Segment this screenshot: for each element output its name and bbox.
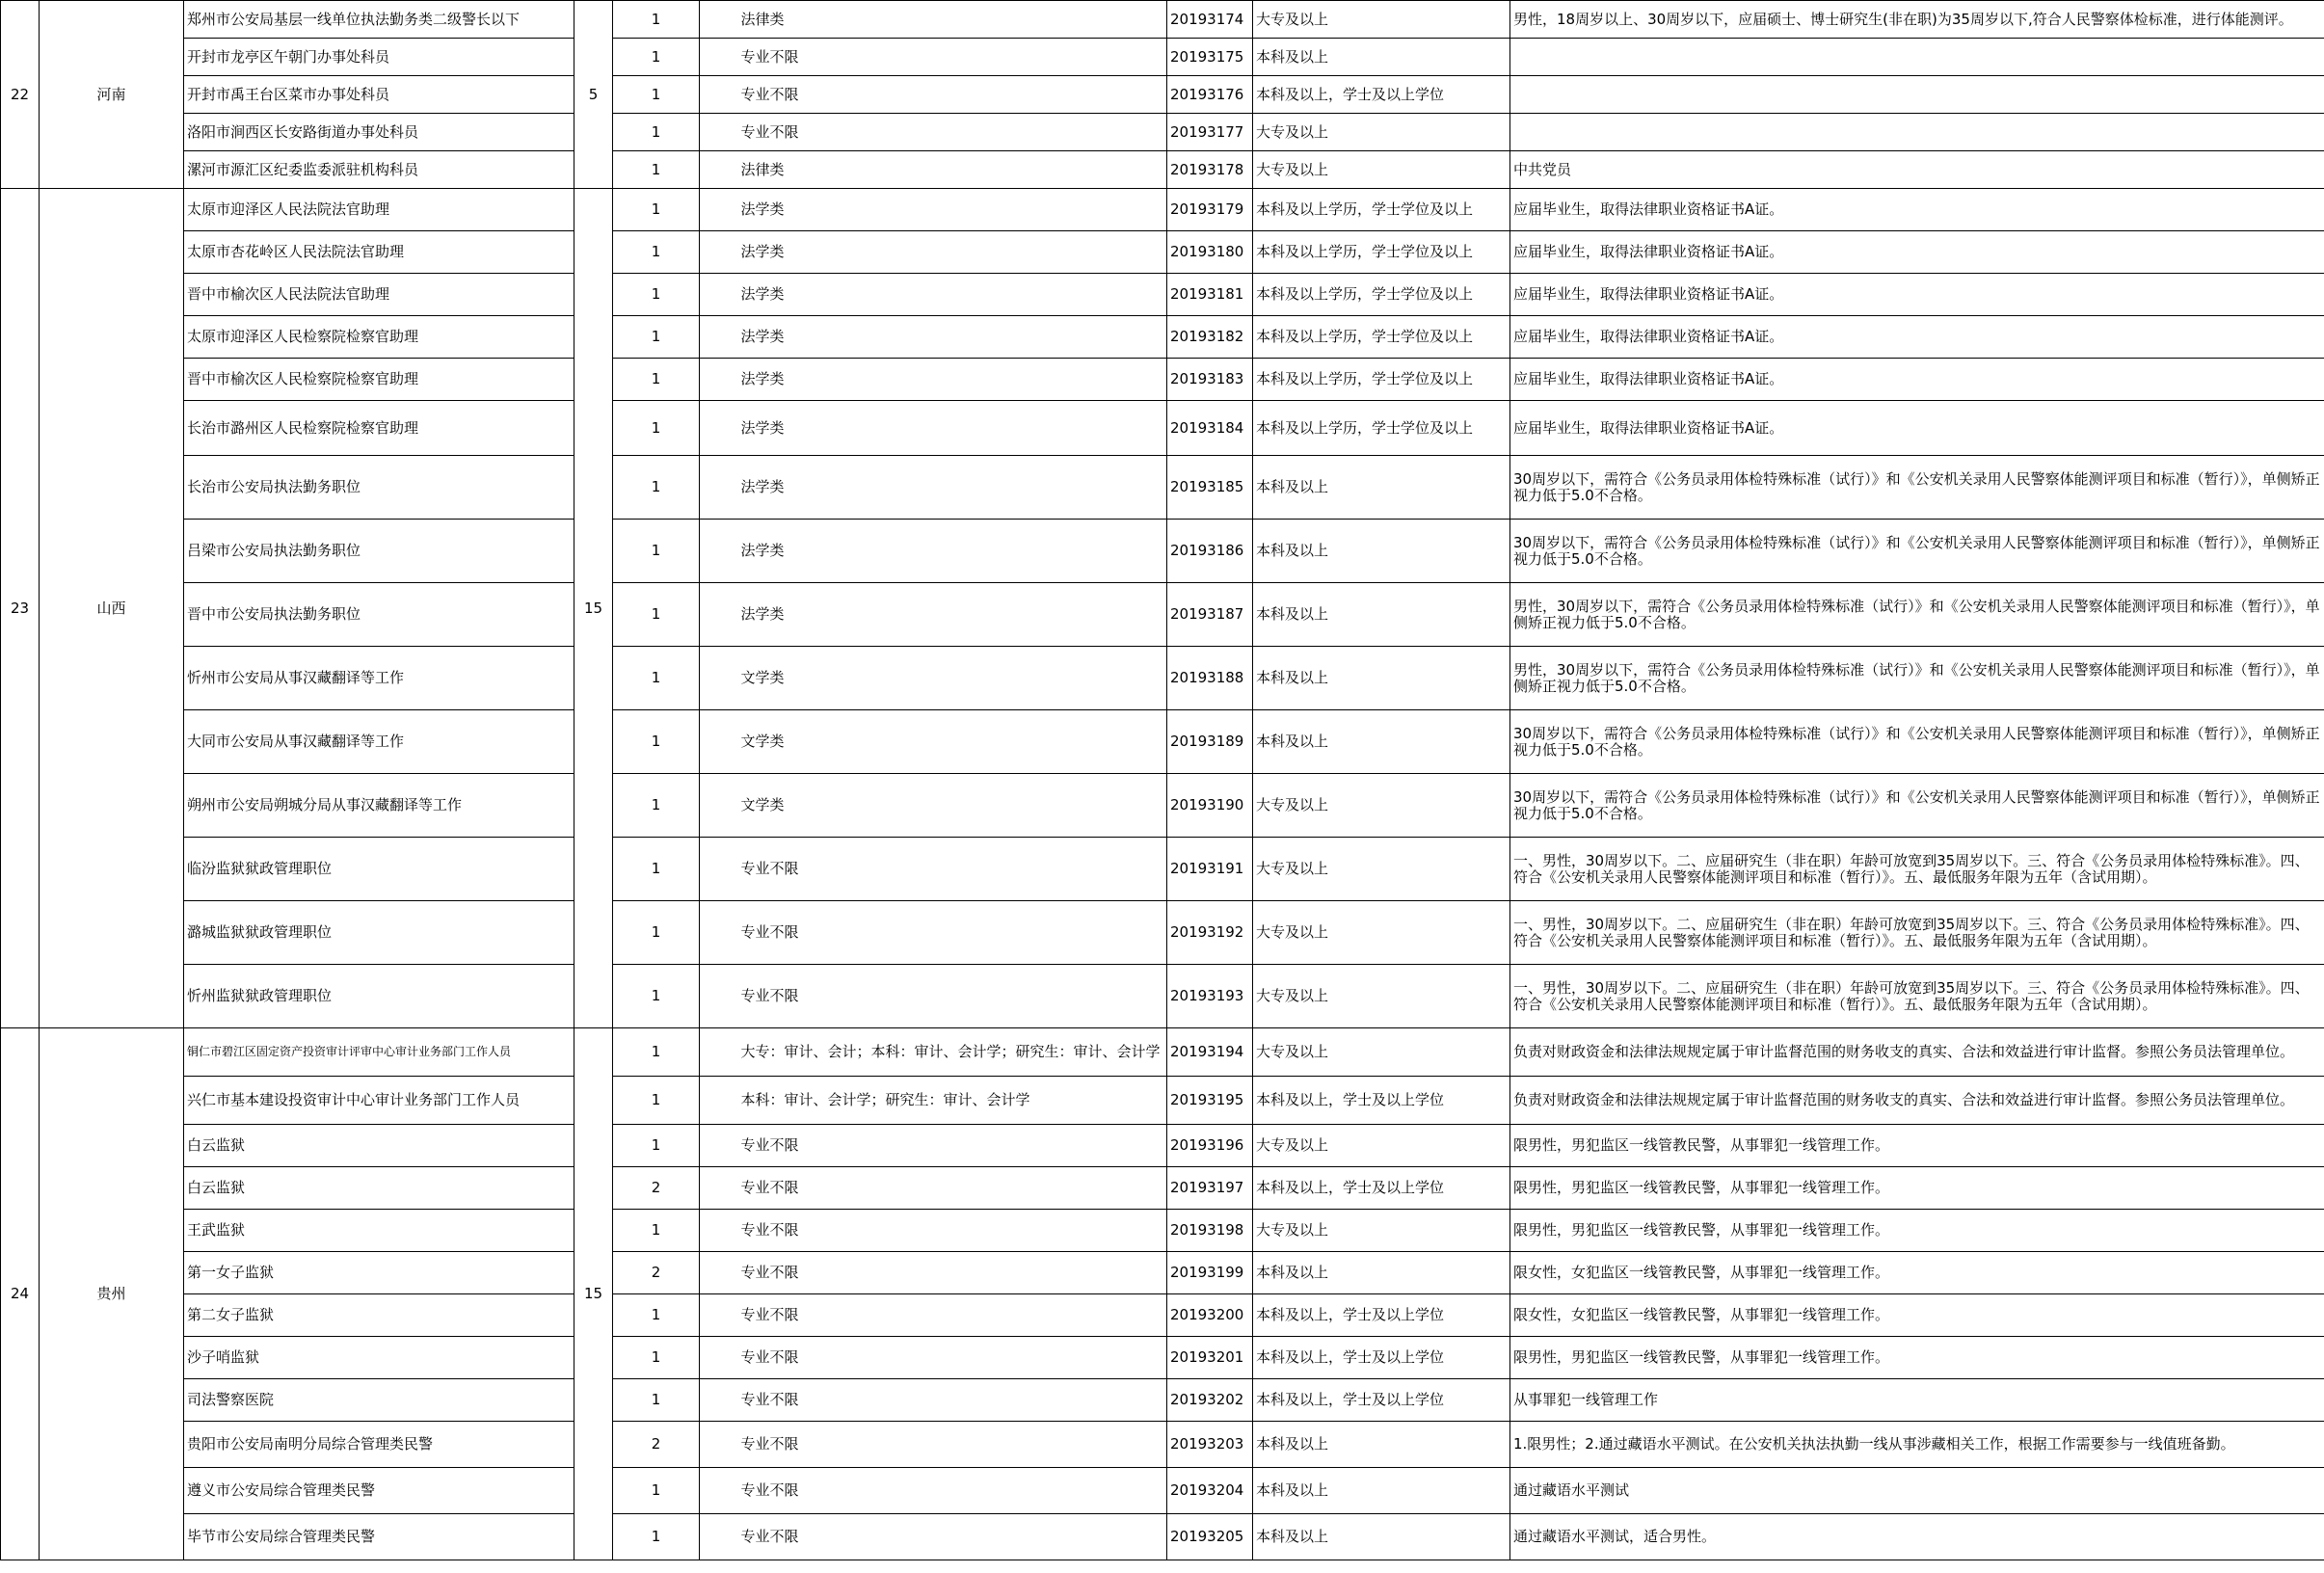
education-cell: 大专及以上	[1253, 1028, 1510, 1077]
major-cell-gap	[700, 231, 738, 274]
major-cell-gap	[700, 1252, 738, 1294]
major-cell-gap	[700, 274, 738, 316]
province-cell: 河南	[40, 1, 184, 189]
major-cell-gap	[700, 838, 738, 901]
group-total-cell: 15	[574, 1028, 613, 1560]
headcount-cell: 1	[613, 520, 700, 583]
headcount-cell: 1	[613, 1028, 700, 1077]
position-cell: 沙子哨监狱	[184, 1337, 574, 1379]
position-cell: 开封市禹王台区菜市办事处科员	[184, 76, 574, 114]
table-row	[1, 76, 2324, 114]
position-cell: 第一女子监狱	[184, 1252, 574, 1294]
note-cell: 应届毕业生，取得法律职业资格证书A证。	[1510, 359, 2324, 401]
education-cell: 本科及以上	[1253, 520, 1510, 583]
position-code-cell: 20193193	[1167, 965, 1253, 1028]
note-cell: 应届毕业生，取得法律职业资格证书A证。	[1510, 401, 2324, 456]
table-row	[1, 456, 2324, 520]
education-cell: 本科及以上学历，学士学位及以上	[1253, 316, 1510, 359]
position-code-cell: 20193195	[1167, 1077, 1253, 1125]
position-code-cell: 20193196	[1167, 1125, 1253, 1167]
table-row	[1, 965, 2324, 1028]
education-cell: 本科及以上学历，学士学位及以上	[1253, 359, 1510, 401]
major-cell: 专业不限	[738, 114, 1167, 151]
group-total-cell: 15	[574, 189, 613, 1028]
major-cell: 法学类	[738, 274, 1167, 316]
position-cell: 王武监狱	[184, 1210, 574, 1252]
major-cell: 文学类	[738, 710, 1167, 774]
headcount-cell: 1	[613, 583, 700, 647]
group-seq-cell: 23	[1, 189, 40, 1028]
position-cell: 开封市龙亭区午朝门办事处科员	[184, 39, 574, 76]
major-cell-gap	[700, 520, 738, 583]
major-cell: 专业不限	[738, 1468, 1167, 1514]
headcount-cell: 1	[613, 1077, 700, 1125]
major-cell-gap	[700, 456, 738, 520]
education-cell: 大专及以上	[1253, 1210, 1510, 1252]
table-row	[1, 520, 2324, 583]
education-cell: 本科及以上	[1253, 39, 1510, 76]
position-code-cell: 20193183	[1167, 359, 1253, 401]
table-row	[1, 901, 2324, 965]
position-code-cell: 20193205	[1167, 1514, 1253, 1560]
headcount-cell: 1	[613, 1468, 700, 1514]
note-cell: 30周岁以下，需符合《公务员录用体检特殊标准（试行）》和《公安机关录用人民警察体能测评项目和标准（暂行）》，单侧矫正视力低于5.0不合格。	[1510, 520, 2324, 583]
table-row	[1, 189, 2324, 231]
note-cell: 30周岁以下，需符合《公务员录用体检特殊标准（试行）》和《公安机关录用人民警察体能测评项目和标准（暂行）》，单侧矫正视力低于5.0不合格。	[1510, 456, 2324, 520]
major-cell-gap	[700, 359, 738, 401]
position-cell: 司法警察医院	[184, 1379, 574, 1422]
table-row	[1, 1514, 2324, 1560]
note-cell: 30周岁以下，需符合《公务员录用体检特殊标准（试行）》和《公安机关录用人民警察体能测评项目和标准（暂行）》，单侧矫正视力低于5.0不合格。	[1510, 774, 2324, 838]
headcount-cell: 1	[613, 114, 700, 151]
position-cell: 漯河市源汇区纪委监委派驻机构科员	[184, 151, 574, 189]
education-cell: 本科及以上，学士及以上学位	[1253, 1379, 1510, 1422]
major-cell-gap	[700, 1379, 738, 1422]
position-code-cell: 20193191	[1167, 838, 1253, 901]
group-seq-cell: 24	[1, 1028, 40, 1560]
position-code-cell: 20193198	[1167, 1210, 1253, 1252]
major-cell: 专业不限	[738, 965, 1167, 1028]
major-cell-gap	[700, 1167, 738, 1210]
note-cell: 30周岁以下，需符合《公务员录用体检特殊标准（试行）》和《公安机关录用人民警察体能测评项目和标准（暂行）》，单侧矫正视力低于5.0不合格。	[1510, 710, 2324, 774]
table-row	[1, 1337, 2324, 1379]
education-cell: 本科及以上学历，学士学位及以上	[1253, 401, 1510, 456]
headcount-cell: 1	[613, 1125, 700, 1167]
major-cell-gap	[700, 151, 738, 189]
table-row	[1, 1252, 2324, 1294]
position-cell: 太原市杏花岭区人民法院法官助理	[184, 231, 574, 274]
note-cell: 通过藏语水平测试	[1510, 1468, 2324, 1514]
position-code-cell: 20193200	[1167, 1294, 1253, 1337]
education-cell: 本科及以上	[1253, 1468, 1510, 1514]
major-cell: 本科：审计、会计学；研究生：审计、会计学	[738, 1077, 1167, 1125]
major-cell-gap	[700, 1514, 738, 1560]
education-cell: 本科及以上，学士及以上学位	[1253, 1167, 1510, 1210]
major-cell: 专业不限	[738, 1514, 1167, 1560]
education-cell: 本科及以上	[1253, 1422, 1510, 1468]
position-code-cell: 20193184	[1167, 401, 1253, 456]
major-cell: 专业不限	[738, 1294, 1167, 1337]
position-code-cell: 20193190	[1167, 774, 1253, 838]
position-cell: 大同市公安局从事汉藏翻译等工作	[184, 710, 574, 774]
major-cell-gap	[700, 1028, 738, 1077]
note-cell	[1510, 76, 2324, 114]
position-cell: 长治市潞州区人民检察院检察官助理	[184, 401, 574, 456]
position-code-cell: 20193199	[1167, 1252, 1253, 1294]
headcount-cell: 1	[613, 1210, 700, 1252]
position-code-cell: 20193201	[1167, 1337, 1253, 1379]
position-cell: 朔州市公安局朔城分局从事汉藏翻译等工作	[184, 774, 574, 838]
position-cell: 忻州监狱狱政管理职位	[184, 965, 574, 1028]
major-cell-gap	[700, 1125, 738, 1167]
major-cell-gap	[700, 1337, 738, 1379]
education-cell: 本科及以上	[1253, 456, 1510, 520]
education-cell: 大专及以上	[1253, 1125, 1510, 1167]
education-cell: 本科及以上	[1253, 1252, 1510, 1294]
position-code-cell: 20193194	[1167, 1028, 1253, 1077]
education-cell: 本科及以上学历，学士学位及以上	[1253, 274, 1510, 316]
table-row	[1, 647, 2324, 710]
major-cell: 专业不限	[738, 1379, 1167, 1422]
headcount-cell: 1	[613, 1379, 700, 1422]
table-body	[1, 1, 2324, 1560]
position-cell: 太原市迎泽区人民检察院检察官助理	[184, 316, 574, 359]
major-cell-gap	[700, 1294, 738, 1337]
note-cell	[1510, 39, 2324, 76]
major-cell-gap	[700, 1, 738, 39]
position-cell: 白云监狱	[184, 1125, 574, 1167]
table-row	[1, 1294, 2324, 1337]
note-cell: 限男性，男犯监区一线管教民警，从事罪犯一线管理工作。	[1510, 1210, 2324, 1252]
position-code-cell: 20193187	[1167, 583, 1253, 647]
major-cell-gap	[700, 114, 738, 151]
note-cell: 负责对财政资金和法律法规规定属于审计监督范围的财务收支的真实、合法和效益进行审计监督。参照公务员法管理单位。	[1510, 1077, 2324, 1125]
major-cell: 专业不限	[738, 1337, 1167, 1379]
major-cell: 专业不限	[738, 1422, 1167, 1468]
note-cell: 应届毕业生，取得法律职业资格证书A证。	[1510, 189, 2324, 231]
headcount-cell: 1	[613, 76, 700, 114]
headcount-cell: 2	[613, 1422, 700, 1468]
education-cell: 本科及以上	[1253, 647, 1510, 710]
major-cell: 法学类	[738, 189, 1167, 231]
major-cell: 大专：审计、会计；本科：审计、会计学；研究生：审计、会计学	[738, 1028, 1167, 1077]
table-row	[1, 1468, 2324, 1514]
position-cell: 忻州市公安局从事汉藏翻译等工作	[184, 647, 574, 710]
major-cell: 专业不限	[738, 39, 1167, 76]
major-cell-gap	[700, 1422, 738, 1468]
education-cell: 本科及以上学历，学士学位及以上	[1253, 231, 1510, 274]
table-row	[1, 1422, 2324, 1468]
major-cell-gap	[700, 965, 738, 1028]
education-cell: 大专及以上	[1253, 114, 1510, 151]
major-cell: 法学类	[738, 231, 1167, 274]
education-cell: 本科及以上	[1253, 583, 1510, 647]
table-row	[1, 274, 2324, 316]
headcount-cell: 1	[613, 838, 700, 901]
headcount-cell: 1	[613, 359, 700, 401]
headcount-cell: 1	[613, 901, 700, 965]
position-code-cell: 20193202	[1167, 1379, 1253, 1422]
province-cell: 贵州	[40, 1028, 184, 1560]
position-code-cell: 20193181	[1167, 274, 1253, 316]
position-code-cell: 20193182	[1167, 316, 1253, 359]
position-code-cell: 20193186	[1167, 520, 1253, 583]
note-cell: 限男性，男犯监区一线管教民警，从事罪犯一线管理工作。	[1510, 1167, 2324, 1210]
major-cell: 法律类	[738, 151, 1167, 189]
position-code-cell: 20193189	[1167, 710, 1253, 774]
major-cell: 专业不限	[738, 1167, 1167, 1210]
position-cell: 晋中市榆次区人民法院法官助理	[184, 274, 574, 316]
position-code-cell: 20193177	[1167, 114, 1253, 151]
major-cell: 法学类	[738, 456, 1167, 520]
note-cell: 限女性，女犯监区一线管教民警，从事罪犯一线管理工作。	[1510, 1252, 2324, 1294]
major-cell: 文学类	[738, 774, 1167, 838]
headcount-cell: 1	[613, 189, 700, 231]
table-row	[1, 231, 2324, 274]
table-row	[1, 316, 2324, 359]
note-cell	[1510, 114, 2324, 151]
headcount-cell: 1	[613, 1514, 700, 1560]
headcount-cell: 1	[613, 401, 700, 456]
table-row	[1, 359, 2324, 401]
position-code-cell: 20193180	[1167, 231, 1253, 274]
major-cell-gap	[700, 1468, 738, 1514]
note-cell: 男性，18周岁以上、30周岁以下，应届硕士、博士研究生(非在职)为35周岁以下,符合人民警察体检标准，进行体能测评。	[1510, 1, 2324, 39]
education-cell: 大专及以上	[1253, 1, 1510, 39]
headcount-cell: 1	[613, 1, 700, 39]
position-cell: 郑州市公安局基层一线单位执法勤务类二级警长以下	[184, 1, 574, 39]
headcount-cell: 1	[613, 316, 700, 359]
note-cell: 从事罪犯一线管理工作	[1510, 1379, 2324, 1422]
education-cell: 大专及以上	[1253, 151, 1510, 189]
position-code-cell: 20193174	[1167, 1, 1253, 39]
major-cell: 专业不限	[738, 1125, 1167, 1167]
table-row	[1, 1379, 2324, 1422]
major-cell-gap	[700, 76, 738, 114]
headcount-cell: 1	[613, 774, 700, 838]
headcount-cell: 1	[613, 231, 700, 274]
headcount-cell: 1	[613, 456, 700, 520]
province-cell: 山西	[40, 189, 184, 1028]
table-row	[1, 1125, 2324, 1167]
note-cell: 一、男性，30周岁以下。二、应届研究生（非在职）年龄可放宽到35周岁以下。三、符合《公务员录用体检特殊标准》。四、符合《公安机关录用人民警察体能测评项目和标准（暂行）》。五、最低服务年限为五年（含试用期）。	[1510, 901, 2324, 965]
headcount-cell: 1	[613, 1294, 700, 1337]
position-code-cell: 20193197	[1167, 1167, 1253, 1210]
position-cell: 兴仁市基本建设投资审计中心审计业务部门工作人员	[184, 1077, 574, 1125]
table-row	[1, 401, 2324, 456]
table-row	[1, 1167, 2324, 1210]
note-cell: 男性，30周岁以下，需符合《公务员录用体检特殊标准（试行）》和《公安机关录用人民警察体能测评项目和标准（暂行）》，单侧矫正视力低于5.0不合格。	[1510, 583, 2324, 647]
headcount-cell: 1	[613, 274, 700, 316]
headcount-cell: 2	[613, 1252, 700, 1294]
note-cell: 男性，30周岁以下，需符合《公务员录用体检特殊标准（试行）》和《公安机关录用人民警察体能测评项目和标准（暂行）》，单侧矫正视力低于5.0不合格。	[1510, 647, 2324, 710]
education-cell: 大专及以上	[1253, 901, 1510, 965]
education-cell: 本科及以上，学士及以上学位	[1253, 1077, 1510, 1125]
note-cell: 应届毕业生，取得法律职业资格证书A证。	[1510, 316, 2324, 359]
note-cell: 1.限男性；2.通过藏语水平测试。在公安机关执法执勤一线从事涉藏相关工作，根据工作需要参与一线值班备勤。	[1510, 1422, 2324, 1468]
education-cell: 大专及以上	[1253, 774, 1510, 838]
headcount-cell: 1	[613, 710, 700, 774]
note-cell: 限女性，女犯监区一线管教民警，从事罪犯一线管理工作。	[1510, 1294, 2324, 1337]
education-cell: 大专及以上	[1253, 965, 1510, 1028]
position-cell: 毕节市公安局综合管理类民警	[184, 1514, 574, 1560]
major-cell-gap	[700, 316, 738, 359]
headcount-cell: 2	[613, 1167, 700, 1210]
major-cell: 法律类	[738, 1, 1167, 39]
table-row	[1, 114, 2324, 151]
major-cell-gap	[700, 401, 738, 456]
table-row	[1, 39, 2324, 76]
headcount-cell: 1	[613, 39, 700, 76]
major-cell: 法学类	[738, 520, 1167, 583]
major-cell-gap	[700, 39, 738, 76]
position-cell: 贵阳市公安局南明分局综合管理类民警	[184, 1422, 574, 1468]
position-cell: 第二女子监狱	[184, 1294, 574, 1337]
education-cell: 本科及以上，学士及以上学位	[1253, 76, 1510, 114]
position-cell: 铜仁市碧江区固定资产投资审计评审中心审计业务部门工作人员	[184, 1028, 574, 1077]
position-code-cell: 20193178	[1167, 151, 1253, 189]
note-cell: 中共党员	[1510, 151, 2324, 189]
note-cell: 限男性，男犯监区一线管教民警，从事罪犯一线管理工作。	[1510, 1337, 2324, 1379]
position-cell: 太原市迎泽区人民法院法官助理	[184, 189, 574, 231]
major-cell-gap	[700, 901, 738, 965]
note-cell: 一、男性，30周岁以下。二、应届研究生（非在职）年龄可放宽到35周岁以下。三、符合《公务员录用体检特殊标准》。四、符合《公安机关录用人民警察体能测评项目和标准（暂行）》。五、最低服务年限为五年（含试用期）。	[1510, 965, 2324, 1028]
major-cell-gap	[700, 189, 738, 231]
position-cell: 吕梁市公安局执法勤务职位	[184, 520, 574, 583]
table-row	[1, 583, 2324, 647]
major-cell: 法学类	[738, 583, 1167, 647]
position-code-cell: 20193185	[1167, 456, 1253, 520]
headcount-cell: 1	[613, 647, 700, 710]
headcount-cell: 1	[613, 1337, 700, 1379]
table-row	[1, 1, 2324, 39]
major-cell-gap	[700, 774, 738, 838]
group-seq-cell: 22	[1, 1, 40, 189]
education-cell: 本科及以上	[1253, 710, 1510, 774]
position-code-cell: 20193192	[1167, 901, 1253, 965]
position-code-cell: 20193204	[1167, 1468, 1253, 1514]
education-cell: 本科及以上学历，学士学位及以上	[1253, 189, 1510, 231]
position-code-cell: 20193175	[1167, 39, 1253, 76]
note-cell: 一、男性，30周岁以下。二、应届研究生（非在职）年龄可放宽到35周岁以下。三、符合《公务员录用体检特殊标准》。四、符合《公安机关录用人民警察体能测评项目和标准（暂行）》。五、最低服务年限为五年（含试用期）。	[1510, 838, 2324, 901]
position-code-cell: 20193203	[1167, 1422, 1253, 1468]
table-row	[1, 1210, 2324, 1252]
table-row	[1, 1077, 2324, 1125]
major-cell: 专业不限	[738, 1210, 1167, 1252]
education-cell: 本科及以上，学士及以上学位	[1253, 1294, 1510, 1337]
position-code-cell: 20193188	[1167, 647, 1253, 710]
position-cell: 晋中市榆次区人民检察院检察官助理	[184, 359, 574, 401]
position-cell: 长治市公安局执法勤务职位	[184, 456, 574, 520]
table-row	[1, 1028, 2324, 1077]
table-row	[1, 710, 2324, 774]
group-total-cell: 5	[574, 1, 613, 189]
table-row	[1, 151, 2324, 189]
note-cell: 通过藏语水平测试，适合男性。	[1510, 1514, 2324, 1560]
education-cell: 本科及以上，学士及以上学位	[1253, 1337, 1510, 1379]
major-cell: 专业不限	[738, 76, 1167, 114]
note-cell: 负责对财政资金和法律法规规定属于审计监督范围的财务收支的真实、合法和效益进行审计监督。参照公务员法管理单位。	[1510, 1028, 2324, 1077]
headcount-cell: 1	[613, 151, 700, 189]
major-cell-gap	[700, 1210, 738, 1252]
position-code-cell: 20193179	[1167, 189, 1253, 231]
table-row	[1, 774, 2324, 838]
education-cell: 大专及以上	[1253, 838, 1510, 901]
major-cell-gap	[700, 647, 738, 710]
note-cell: 应届毕业生，取得法律职业资格证书A证。	[1510, 231, 2324, 274]
position-cell: 潞城监狱狱政管理职位	[184, 901, 574, 965]
position-cell: 洛阳市涧西区长安路街道办事处科员	[184, 114, 574, 151]
position-code-cell: 20193176	[1167, 76, 1253, 114]
position-cell: 白云监狱	[184, 1167, 574, 1210]
position-cell: 晋中市公安局执法勤务职位	[184, 583, 574, 647]
major-cell: 专业不限	[738, 838, 1167, 901]
major-cell-gap	[700, 710, 738, 774]
note-cell: 应届毕业生，取得法律职业资格证书A证。	[1510, 274, 2324, 316]
position-cell: 临汾监狱狱政管理职位	[184, 838, 574, 901]
table-row	[1, 838, 2324, 901]
major-cell-gap	[700, 583, 738, 647]
major-cell: 法学类	[738, 359, 1167, 401]
note-cell: 限男性，男犯监区一线管教民警，从事罪犯一线管理工作。	[1510, 1125, 2324, 1167]
major-cell: 文学类	[738, 647, 1167, 710]
position-cell: 遵义市公安局综合管理类民警	[184, 1468, 574, 1514]
education-cell: 本科及以上	[1253, 1514, 1510, 1560]
headcount-cell: 1	[613, 965, 700, 1028]
major-cell: 专业不限	[738, 901, 1167, 965]
major-cell: 法学类	[738, 401, 1167, 456]
major-cell-gap	[700, 1077, 738, 1125]
major-cell: 法学类	[738, 316, 1167, 359]
major-cell: 专业不限	[738, 1252, 1167, 1294]
